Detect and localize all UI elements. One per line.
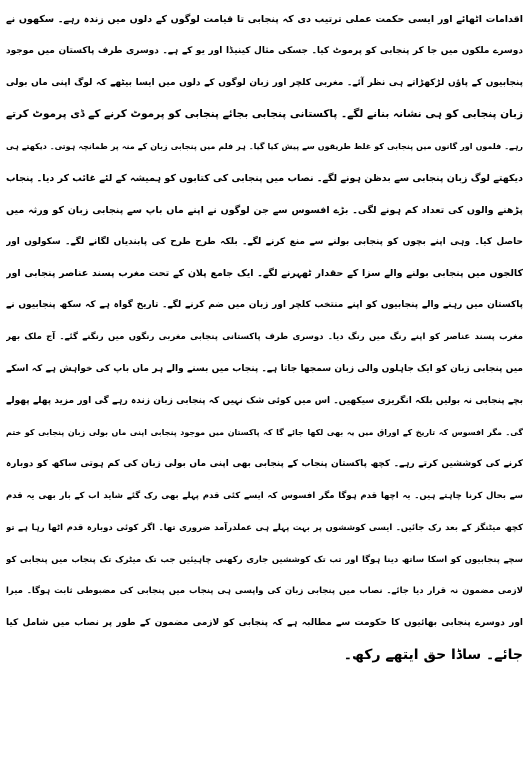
text-line-1: اقدامات اٹھائے اور ایسی حکمت عملی ترتیب دی کہ پنجابی تا قیامت لوگوں کے دلوں میں زندہ رہے۔ سکھوں نے	[6, 14, 523, 25]
text-line-21: جائے۔ ساڈا حق ایتھے رکھ۔	[343, 646, 523, 663]
text-line-12: میں پنجابی زبان کو ایک جاہلوں والی زبان سمجھا جاتا ہے۔ پنجاب میں بسنے والے ہر ماں باپ کی خواہش ہے کہ اسکے	[6, 363, 523, 374]
urdu-text-body	[6, 4, 523, 672]
text-line-10: پاکستان میں رہنے والے پنجابیوں کو اپنے منتخب کلچر اور زبان میں ضم کرنے لگے۔ تاریخ گواہ ہے کہ سکھ پنجابیوں نے	[6, 300, 523, 311]
text-line-11: مغرب پسند عناصر کو اپنے رنگ میں رنگ دیا۔ دوسری طرف پاکستانی پنجابی مغربی رنگوں میں رنگنے گئے۔ آج ملک بھر	[6, 331, 523, 342]
text-line-7: پڑھنے والوں کی تعداد کم ہونے لگی۔ بڑے افسوس سے جن لوگوں نے اپنے ماں باپ سے پنجابی زبان کو ورثہ میں	[6, 204, 523, 216]
text-line-3: پنجابیوں کے پاؤں لڑکھڑاتے ہی نظر آئے۔ مغربی کلچر اور زبان لوگوں کے دلوں میں ایسا بیٹھے کہ لوگ اپنی ماں بولی	[6, 77, 523, 88]
text-line-17: کچھ میٹنگز کے بعد رک جائیں۔ ایسی کوششوں پر بہت پہلے ہی عملدرآمد ضروری تھا۔ اگر کوئی دوبارہ قدم اٹھا رہا ہے تو	[6, 522, 523, 533]
text-line-15: کرنے کی کوششیں کرتے رہے۔ کچھ پاکستان پنجاب کے پنجابی بھی اپنی ماں بولی زبان کی کم ہوتی ساکھ کو دوبارہ	[6, 459, 523, 470]
text-line-14: گی۔ مگر افسوس کہ تاریخ کے اوراق میں یہ بھی لکھا جائے گا کہ پاکستان میں موجود پنجابی اپنی ماں بولی زبان پنجابی کو ختم	[6, 428, 523, 438]
text-line-2: دوسرے ملکوں میں جا کر پنجابی کو پرموٹ کیا۔ جسکی مثال کینیڈا اور یو کے ہے۔ دوسری طرف پاکستان میں موجود	[6, 45, 523, 56]
text-line-9: کالجوں میں پنجابی بولنے والے سزا کے حقدار ٹھہرنے لگے۔ ایک جامع پلان کے تحت مغرب پسند عناصر پنجابی اور	[6, 268, 523, 280]
text-line-19: لازمی مضمون نہ قرار دیا جائے۔ نصاب میں پنجابی زبان کی واپسی ہی پنجاب میں پنجابی کی مضبوطی ثابت ہوگا۔ میرا	[6, 586, 523, 597]
text-line-18: سچے پنجابیوں کو اسکا ساتھ دینا ہوگا اور تب تک کوششیں جاری رکھنی چاہیئیں جب تک میٹرک تک پنجاب میں پنجابی کو	[6, 554, 523, 565]
text-line-8: حاصل کیا۔ وہی اپنے بچوں کو پنجابی بولنے سے منع کرنے لگے۔ بلکہ طرح طرح کی پابندیاں لگانے لگے۔ سکولوں اور	[6, 236, 523, 247]
text-line-4: زبان پنجابی کو ہی نشانہ بنانے لگے۔ پاکستانی پنجابی بجائے پنجابی کو پرموٹ کرنے کے ڈی پرموٹ کرتے	[6, 108, 523, 121]
text-line-13: بچے پنجابی نہ بولیں بلکہ انگریزی سیکھیں۔ اس میں کوئی شک نہیں کہ پنجابی زبان زندہ رہے گی اور مزید پھلے پھولے	[6, 395, 523, 406]
text-line-20: اور دوسرے پنجابی بھائیوں کا حکومت سے مطالبہ ہے کہ پنجابی کو لازمی مضمون کے طور پر نصاب میں شامل کیا	[6, 618, 523, 629]
text-line-6: دیکھتے لوگ زبان پنجابی سے بدظن ہونے لگے۔ نصاب میں پنجابی کی کتابوں کو ہمیشہ کے لئے غائب کر دیا۔ پنجاب	[6, 172, 523, 184]
text-line-5: رہے۔ فلموں اور گانوں میں پنجابی کو غلط طریقوں سے پیش کیا گیا۔ ہر فلم میں پنجابی زبان کے منہ پر طمانچہ ہوتی۔ دیکھتے ہی	[6, 142, 523, 152]
text-line-16: سے بحال کرنا چاہتے ہیں۔ یہ اچھا قدم ہوگا مگر افسوس کہ ایسے کئی قدم پہلے بھی رک گئے شاید اب کے بار بھی یہ قدم	[6, 490, 523, 501]
